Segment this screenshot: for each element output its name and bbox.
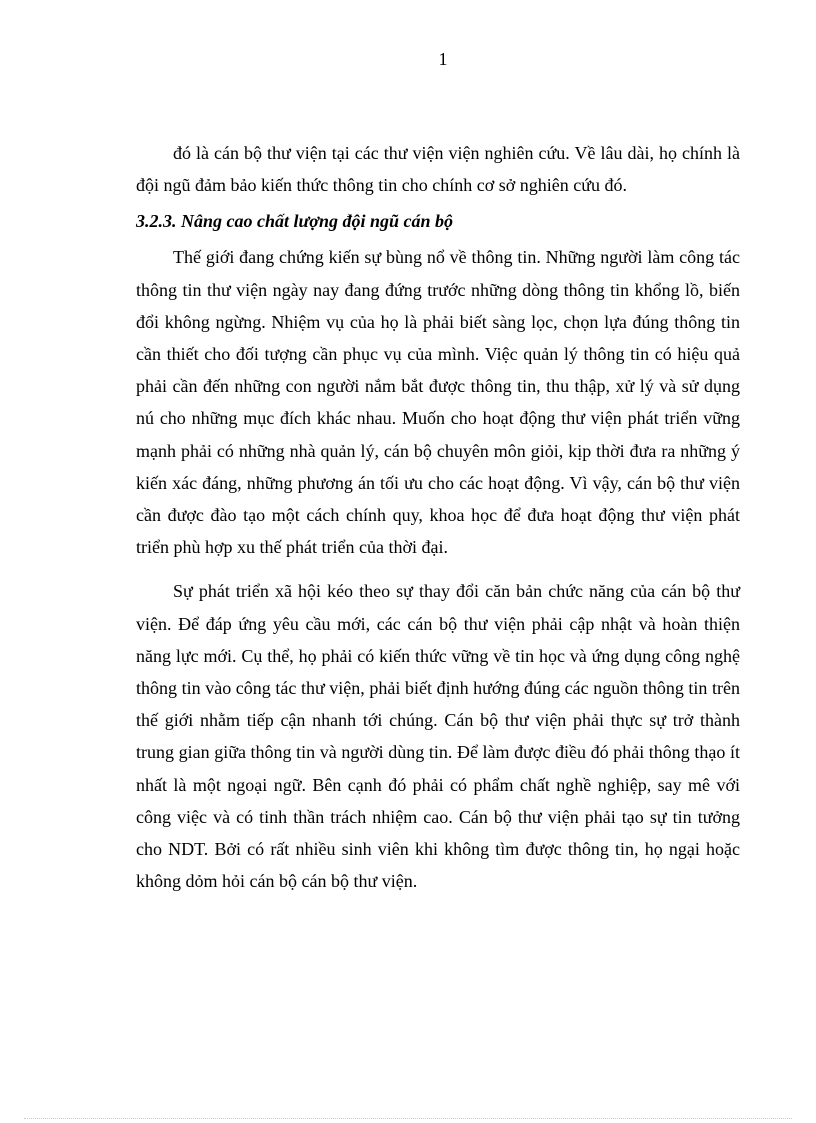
paragraph-information-explosion: Thế giới đang chứng kiến sự bùng nổ về thông tin. Những người làm công tác thông tin thư viện ngày nay đang đứng trước những dòng thông tin khổng lồ, biến đổi không ngừng. Nhiệm vụ của họ là phải biết sàng lọc, chọn lựa đúng thông tin cần thiết cho đối tượng cần phục vụ của mình. Việc quản lý thông tin có hiệu quả phải cần đến những con người nắm bắt được thông tin, thu thập, xử lý và sử dụng nú cho những mục đích khác nhau. Muốn cho hoạt động thư viện phát triển vững mạnh phải có những nhà quản lý, cán bộ chuyên môn giỏi, kịp thời đưa ra những ý kiến xác đáng, những phương án tối ưu cho các hoạt động. Vì vậy, cán bộ thư viện cần được đào tạo một cách chính quy, khoa học để đưa hoạt động thư viện phát triển phù hợp xu thế phát triển của thời đại. bbox=[136, 247, 740, 558]
paragraph-librarian-role: Sự phát triển xã hội kéo theo sự thay đổi căn bản chức năng của cán bộ thư viện. Để đáp ứng yêu cầu mới, các cán bộ thư viện phải cập nhật và hoàn thiện năng lực mới. Cụ thể, họ phải có kiến thức vững về tin học và ứng dụng công nghệ thông tin vào công tác thư viện, phải biết định hướng đúng các nguồn thông tin trên thế giới nhằm tiếp cận nhanh tới chúng. Cán bộ thư viện phải thực sự trở thành trung gian giữa thông tin và người dùng tin. Để làm được điều đó phải thông thạo ít nhất là một ngoại ngữ. Bên cạnh đó phải có phẩm chất nghề nghiệp, say mê với công việc và có tinh thần trách nhiệm cao. Cán bộ thư viện phải tạo sự tin tưởng cho NDT. Bởi có rất nhiều sinh viên khi không tìm được thông tin, họ ngại hoặc không dỏm hỏi cán bộ cán bộ thư viện. bbox=[136, 581, 740, 892]
page-number: 1 bbox=[438, 49, 448, 69]
page-bottom-divider bbox=[24, 1118, 792, 1119]
paragraph-continuation: đó là cán bộ thư viện tại các thư viện viện nghiên cứu. Về lâu dài, họ chính là đội ngũ đảm bảo kiến thức thông tin cho chính cơ sở nghiên cứu đó. bbox=[136, 143, 740, 196]
document-body bbox=[136, 137, 740, 897]
section-heading: 3.2.3. Nâng cao chất lượng đội ngũ cán bộ bbox=[136, 211, 453, 232]
